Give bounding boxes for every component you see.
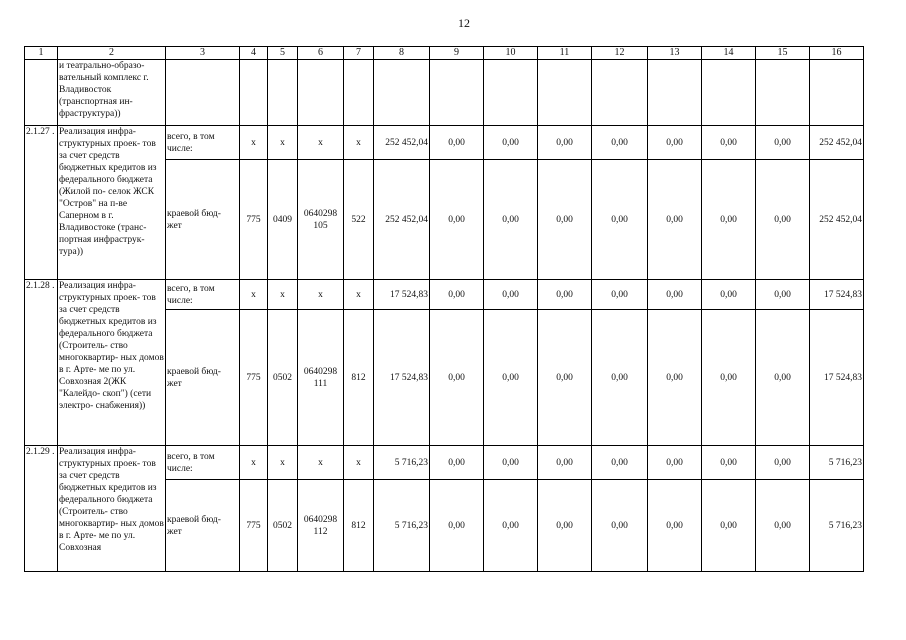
source-label: всего, в том числе: <box>166 126 240 160</box>
amount-cell: 0,00 <box>592 160 648 280</box>
cell-target: 0640298 112 <box>298 480 344 572</box>
amount-cell: 0,00 <box>538 446 592 480</box>
table-row-total <box>25 280 864 310</box>
amount-cell: 0,00 <box>430 160 484 280</box>
amount-cell: 0,00 <box>592 480 648 572</box>
cell-target: 0640298 111 <box>298 310 344 446</box>
row-description: Реализация инфра- структурных проек- тов за счет средств бюджетных кредитов из федерального бюджета (Строитель- ство многоквартир- ных домов в г. Арте- ме по ул. Совхозная 2(ЖК "Калейдо- скоп") (сети электро- снабжения)) <box>58 280 166 446</box>
amount-cell: 0,00 <box>592 280 648 310</box>
cell-section: 0409 <box>268 160 298 280</box>
header-cell: 13 <box>648 47 702 60</box>
amount-cell: 0,00 <box>702 310 756 446</box>
amount-cell: 252 452,04 <box>810 160 864 280</box>
source-label: краевой бюд- жет <box>166 310 240 446</box>
amount-cell: 0,00 <box>756 480 810 572</box>
amount-cell: 0,00 <box>702 480 756 572</box>
amount-cell: 0,00 <box>538 160 592 280</box>
cell-expense-type: x <box>344 280 374 310</box>
cell-grbs: 775 <box>240 160 268 280</box>
amount-cell: 0,00 <box>430 280 484 310</box>
amount-cell: 0,00 <box>702 280 756 310</box>
header-cell: 2 <box>58 47 166 60</box>
amount-cell: 0,00 <box>702 126 756 160</box>
header-cell: 15 <box>756 47 810 60</box>
cell-section: x <box>268 126 298 160</box>
row-number: 2.1.29 . <box>25 446 58 572</box>
amount-cell: 0,00 <box>538 310 592 446</box>
header-cell: 11 <box>538 47 592 60</box>
amount-cell: 0,00 <box>648 160 702 280</box>
cell-expense-type: 812 <box>344 480 374 572</box>
amount-cell: 0,00 <box>756 160 810 280</box>
amount-cell: 0,00 <box>756 446 810 480</box>
source-label: всего, в том числе: <box>166 446 240 480</box>
amount-cell: 0,00 <box>756 126 810 160</box>
amount-cell: 0,00 <box>484 480 538 572</box>
amount-cell: 0,00 <box>592 126 648 160</box>
cell-section: x <box>268 280 298 310</box>
cell-grbs: x <box>240 126 268 160</box>
amount-cell: 17 524,83 <box>374 280 430 310</box>
table-row-total <box>25 446 864 480</box>
table-header-row <box>25 47 864 60</box>
amount-cell: 0,00 <box>538 126 592 160</box>
cell-grbs: 775 <box>240 480 268 572</box>
cell-section: 0502 <box>268 310 298 446</box>
amount-cell: 0,00 <box>538 280 592 310</box>
amount-cell: 17 524,83 <box>374 310 430 446</box>
amount-cell: 0,00 <box>702 160 756 280</box>
amount-cell: 17 524,83 <box>810 310 864 446</box>
cell-section: 0502 <box>268 480 298 572</box>
amount-cell: 0,00 <box>538 480 592 572</box>
amount-cell: 0,00 <box>484 310 538 446</box>
amount-cell: 5 716,23 <box>374 480 430 572</box>
header-cell: 8 <box>374 47 430 60</box>
amount-cell: 0,00 <box>484 126 538 160</box>
cell-target: x <box>298 126 344 160</box>
amount-cell: 0,00 <box>430 126 484 160</box>
amount-cell: 252 452,04 <box>810 126 864 160</box>
amount-cell: 0,00 <box>592 446 648 480</box>
amount-cell: 0,00 <box>648 310 702 446</box>
continuation-row <box>25 60 864 126</box>
header-cell: 9 <box>430 47 484 60</box>
source-label: краевой бюд- жет <box>166 160 240 280</box>
cell-section: x <box>268 446 298 480</box>
header-cell: 10 <box>484 47 538 60</box>
amount-cell: 17 524,83 <box>810 280 864 310</box>
amount-cell: 0,00 <box>484 280 538 310</box>
header-cell: 1 <box>25 47 58 60</box>
source-label: всего, в том числе: <box>166 280 240 310</box>
amount-cell: 0,00 <box>648 480 702 572</box>
amount-cell: 0,00 <box>430 446 484 480</box>
amount-cell: 0,00 <box>484 160 538 280</box>
header-cell: 3 <box>166 47 240 60</box>
cell-grbs: x <box>240 446 268 480</box>
amount-cell: 0,00 <box>430 310 484 446</box>
header-cell: 16 <box>810 47 864 60</box>
budget-table <box>24 46 864 572</box>
cell-expense-type: x <box>344 446 374 480</box>
header-cell: 6 <box>298 47 344 60</box>
amount-cell: 5 716,23 <box>810 446 864 480</box>
cell-expense-type: 522 <box>344 160 374 280</box>
cell-expense-type: x <box>344 126 374 160</box>
row-number <box>25 60 58 126</box>
amount-cell: 0,00 <box>648 126 702 160</box>
row-number: 2.1.27 . <box>25 126 58 280</box>
cell-target: x <box>298 280 344 310</box>
cell-target: 0640298 105 <box>298 160 344 280</box>
amount-cell: 5 716,23 <box>810 480 864 572</box>
amount-cell: 0,00 <box>484 446 538 480</box>
row-description: Реализация инфра- структурных проек- тов за счет средств бюджетных кредитов из федерального бюджета (Жилой по- селок ЖСК "Остров" на п-ве Саперном в г. Владивостоке (транс- портная инфраструк- тура)) <box>58 126 166 280</box>
row-number: 2.1.28 . <box>25 280 58 446</box>
amount-cell: 0,00 <box>592 310 648 446</box>
amount-cell: 0,00 <box>648 280 702 310</box>
header-cell: 12 <box>592 47 648 60</box>
amount-cell: 0,00 <box>648 446 702 480</box>
page-number: 12 <box>458 16 470 30</box>
header-cell: 14 <box>702 47 756 60</box>
amount-cell: 5 716,23 <box>374 446 430 480</box>
cell-grbs: 775 <box>240 310 268 446</box>
row-description: и театрально-образо- вательный комплекс г. Владивосток (транспортная ин- фраструктура)) <box>58 60 166 126</box>
cell-expense-type: 812 <box>344 310 374 446</box>
source-label: краевой бюд- жет <box>166 480 240 572</box>
amount-cell: 0,00 <box>430 480 484 572</box>
amount-cell: 0,00 <box>756 280 810 310</box>
amount-cell: 252 452,04 <box>374 160 430 280</box>
row-description: Реализация инфра- структурных проек- тов за счет средств бюджетных кредитов из федерального бюджета (Строитель- ство многоквартир- ных домов в г. Арте- ме по ул. Совхозная <box>58 446 166 572</box>
table-row-total <box>25 126 864 160</box>
amount-cell: 0,00 <box>702 446 756 480</box>
cell-target: x <box>298 446 344 480</box>
cell-grbs: x <box>240 280 268 310</box>
header-cell: 7 <box>344 47 374 60</box>
header-cell: 5 <box>268 47 298 60</box>
amount-cell: 0,00 <box>756 310 810 446</box>
header-cell: 4 <box>240 47 268 60</box>
amount-cell: 252 452,04 <box>374 126 430 160</box>
